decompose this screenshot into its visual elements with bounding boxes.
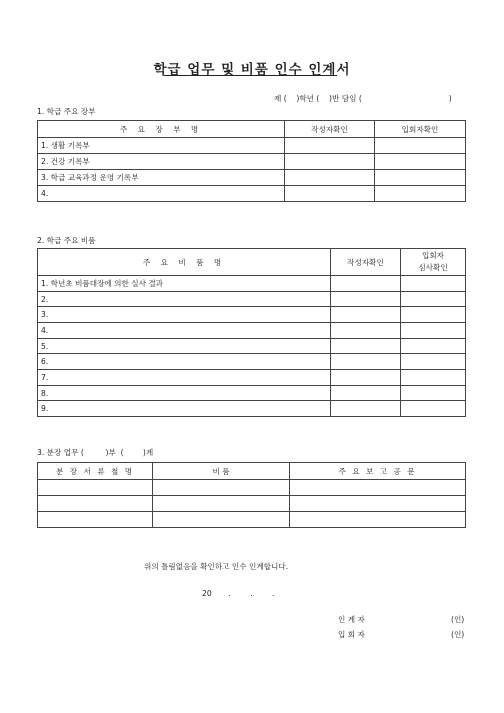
handover-label: 인 계 자 bbox=[338, 615, 365, 624]
handover-seal-mark: (인) bbox=[451, 615, 465, 624]
table-row bbox=[38, 496, 466, 512]
table-row bbox=[38, 276, 466, 292]
column-header: 작성자확인 bbox=[331, 249, 401, 276]
witness-check-cell[interactable] bbox=[401, 339, 466, 354]
witness-check-cell[interactable] bbox=[375, 170, 466, 186]
equipment-cell[interactable] bbox=[153, 496, 290, 512]
report-cell[interactable] bbox=[290, 512, 466, 528]
table-row bbox=[38, 292, 466, 307]
table-row bbox=[38, 401, 466, 417]
column-header-line2: 심사확인 bbox=[418, 263, 448, 272]
item-name: 8. bbox=[38, 386, 331, 401]
table-row bbox=[38, 307, 466, 323]
table-row bbox=[38, 170, 466, 186]
witness-check-cell[interactable] bbox=[375, 186, 466, 202]
table-row bbox=[38, 186, 466, 202]
column-header: 비 품 bbox=[153, 463, 290, 480]
writer-check-cell[interactable] bbox=[285, 170, 375, 186]
column-header: 작성자확인 bbox=[285, 121, 375, 138]
writer-check-cell[interactable] bbox=[285, 186, 375, 202]
item-name: 3. bbox=[38, 307, 331, 323]
writer-check-cell[interactable] bbox=[331, 401, 401, 417]
table-row bbox=[38, 370, 466, 386]
table-row bbox=[38, 339, 466, 354]
witness-seal-mark: (인) bbox=[451, 630, 465, 639]
section1-heading: 1. 학급 주요 장부 bbox=[37, 107, 96, 116]
writer-check-cell[interactable] bbox=[331, 370, 401, 386]
writer-check-cell[interactable] bbox=[331, 323, 401, 339]
report-cell[interactable] bbox=[290, 496, 466, 512]
table-row bbox=[38, 480, 466, 496]
column-header: 주 요 비 품 명 bbox=[38, 249, 331, 276]
table-row bbox=[38, 354, 466, 370]
item-name: 6. bbox=[38, 354, 331, 370]
writer-check-cell[interactable] bbox=[285, 138, 375, 154]
witness-check-cell[interactable] bbox=[401, 307, 466, 323]
table-header-row bbox=[38, 121, 466, 138]
witness-check-cell[interactable] bbox=[401, 401, 466, 417]
table-row bbox=[38, 323, 466, 339]
item-name: 4. bbox=[38, 323, 331, 339]
ledger-name: 2. 건강 기록부 bbox=[38, 154, 285, 170]
table-row bbox=[38, 512, 466, 528]
report-cell[interactable] bbox=[290, 480, 466, 496]
column-header: 주 요 장 부 명 bbox=[38, 121, 285, 138]
witness-check-cell[interactable] bbox=[401, 354, 466, 370]
column-header-line1: 입회자 bbox=[421, 251, 444, 260]
equipment-cell[interactable] bbox=[153, 512, 290, 528]
table-header-row bbox=[38, 249, 466, 276]
witness-check-cell[interactable] bbox=[401, 292, 466, 307]
witness-check-cell[interactable] bbox=[401, 276, 466, 292]
writer-check-cell[interactable] bbox=[331, 354, 401, 370]
ledger-table bbox=[37, 120, 466, 202]
item-name: 5. bbox=[38, 339, 331, 354]
column-header: 분 장 서 류 철 명 bbox=[38, 463, 153, 480]
title-underline bbox=[164, 75, 337, 76]
class-teacher-line: 제 ( )학년 ( )반 담임 ( ) bbox=[274, 94, 452, 103]
writer-check-cell[interactable] bbox=[331, 292, 401, 307]
table-row bbox=[38, 386, 466, 401]
witness-check-cell[interactable] bbox=[401, 370, 466, 386]
witness-check-cell[interactable] bbox=[401, 323, 466, 339]
column-header: 주 요 보 고 공 문 bbox=[290, 463, 466, 480]
document-title: 학급 업무 및 비품 인수 인계서 bbox=[153, 62, 351, 78]
column-header bbox=[401, 249, 466, 276]
witness-check-cell[interactable] bbox=[375, 154, 466, 170]
ledger-name: 3. 학급 교육과정 운영 기록부 bbox=[38, 170, 285, 186]
column-header: 입회자확인 bbox=[375, 121, 466, 138]
item-name: 9. bbox=[38, 401, 331, 417]
document-cell[interactable] bbox=[38, 480, 153, 496]
writer-check-cell[interactable] bbox=[331, 276, 401, 292]
equipment-cell[interactable] bbox=[153, 480, 290, 496]
equipment-table bbox=[37, 248, 466, 417]
section3-heading: 3. 분장 업무 ( )부 ( )계 bbox=[37, 448, 154, 457]
writer-check-cell[interactable] bbox=[331, 339, 401, 354]
document-cell[interactable] bbox=[38, 496, 153, 512]
witness-check-cell[interactable] bbox=[401, 386, 466, 401]
confirmation-text: 위의 틀림없음을 확인하고 인수 인계합니다. bbox=[144, 562, 289, 571]
document-cell[interactable] bbox=[38, 512, 153, 528]
section2-heading: 2. 학급 주요 비품 bbox=[37, 236, 96, 245]
item-name: 1. 학년초 비품대장에 의한 실사 결과 bbox=[38, 276, 331, 292]
ledger-name: 1. 생활 기록부 bbox=[38, 138, 285, 154]
date-line: 20 . . . bbox=[202, 589, 275, 598]
ledger-name: 4. bbox=[38, 186, 285, 202]
table-row bbox=[38, 154, 466, 170]
item-name: 2. bbox=[38, 292, 331, 307]
writer-check-cell[interactable] bbox=[285, 154, 375, 170]
item-name: 7. bbox=[38, 370, 331, 386]
duty-table bbox=[37, 462, 466, 528]
table-header-row bbox=[38, 463, 466, 480]
writer-check-cell[interactable] bbox=[331, 386, 401, 401]
writer-check-cell[interactable] bbox=[331, 307, 401, 323]
table-row bbox=[38, 138, 466, 154]
witness-label: 입 회 자 bbox=[338, 630, 365, 639]
witness-check-cell[interactable] bbox=[375, 138, 466, 154]
